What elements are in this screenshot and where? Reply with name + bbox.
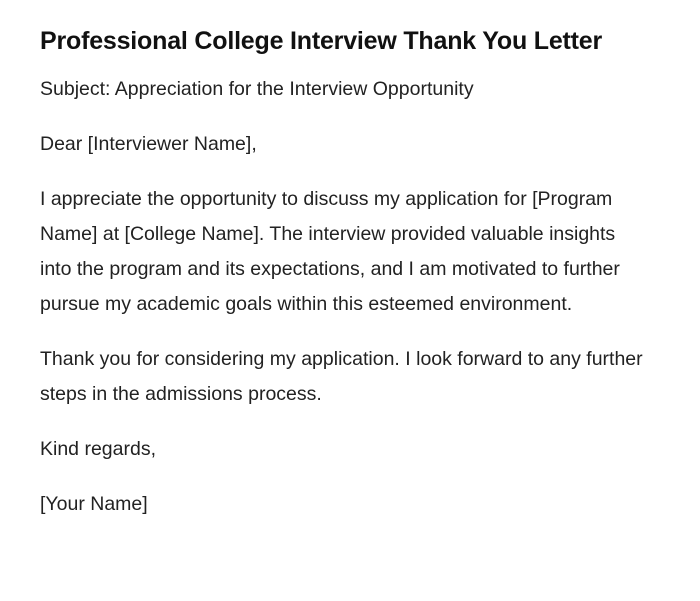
letter-subject: Subject: Appreciation for the Interview Opportunity: [40, 78, 474, 100]
letter-body-paragraph-1: I appreciate the opportunity to discuss my application for [Program Name] at [College Name]. The interview provided valuable insights into the program and its expectations, and I am motivated to further pursue my academic goals within this esteemed environment.: [40, 188, 620, 315]
letter-salutation: Dear [Interviewer Name],: [40, 133, 257, 155]
letter-closing: Kind regards,: [40, 438, 156, 460]
letter-body-paragraph-2: Thank you for considering my application. I look forward to any further steps in the admissions process.: [40, 348, 643, 405]
letter-signature: [Your Name]: [40, 493, 148, 515]
letter-document: [40, 24, 650, 542]
letter-title: Professional College Interview Thank You Letter: [40, 27, 603, 55]
